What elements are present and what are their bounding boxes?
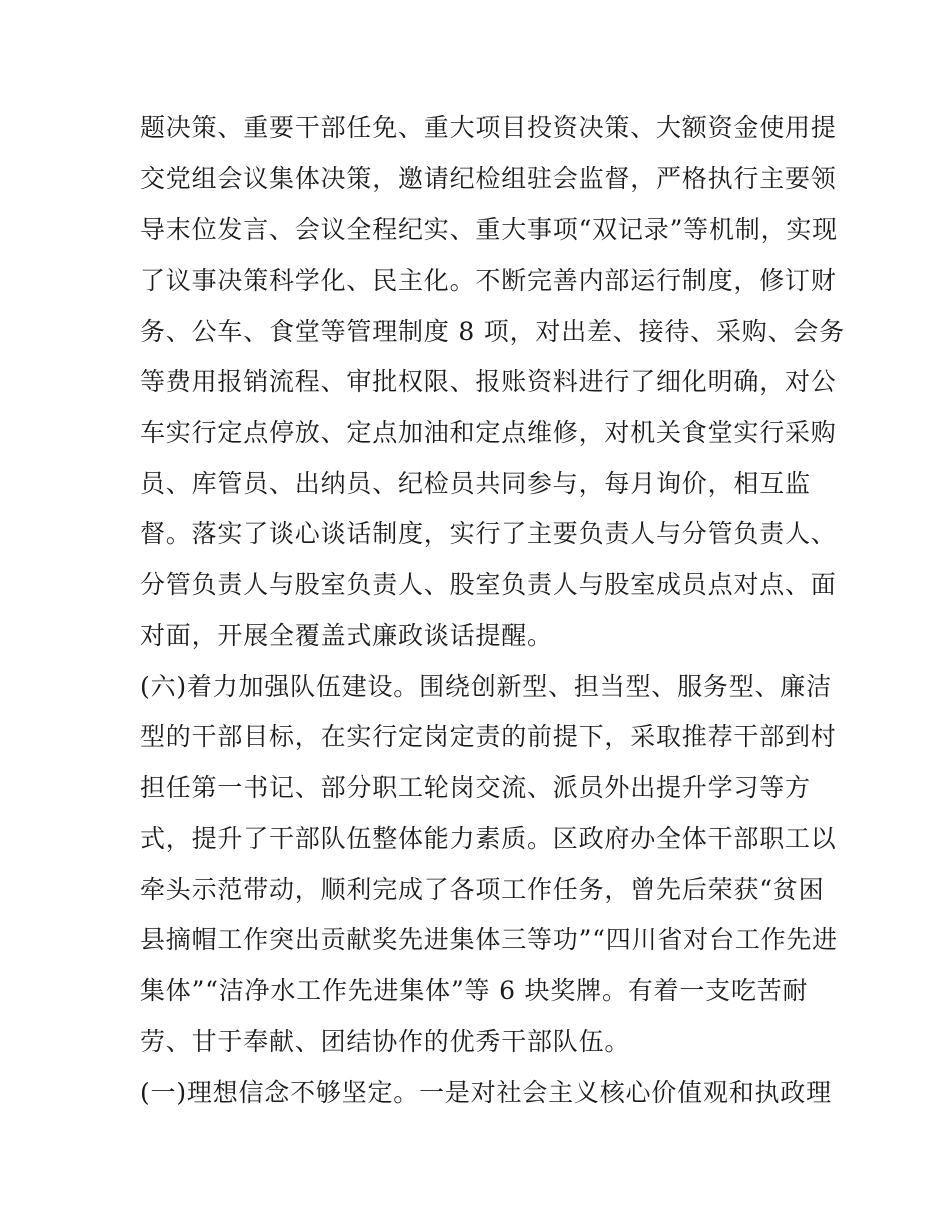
text-line: 担任第一书记、部分职工轮岗交流、派员外出提升学习等方 — [140, 773, 811, 802]
text-line: 县摘帽工作突出贡献奖先进集体三等功”“四川省对台工作先进 — [140, 925, 838, 954]
text-line: 式，提升了干部队伍整体能力素质。区政府办全体干部职工以 — [140, 824, 837, 853]
text-line: 了议事决策科学化、民主化。不断完善内部运行制度，修订财 — [140, 266, 837, 295]
text-line: 等费用报销流程、审批权限、报账资料进行了细化明确，对公 — [140, 367, 837, 396]
text-line: 集体”“洁净水工作先进集体”等 6 块奖牌。有着一支吃苦耐 — [140, 976, 809, 1005]
text-line: 对面，开展全覆盖式廉政谈话提醒。 — [140, 621, 553, 650]
text-line: 督。落实了谈心谈话制度，实行了主要负责人与分管负责人、 — [140, 519, 837, 548]
text-line: 型的干部目标，在实行定岗定责的前提下，采取推荐干部到村 — [140, 722, 837, 751]
section-heading-line: (一)理想信念不够坚定。一是对社会主义核心价值观和执政理 — [140, 1078, 832, 1107]
section-heading-line: (六)着力加强队伍建设。围绕创新型、担当型、服务型、廉洁 — [140, 672, 832, 701]
text-line: 分管负责人与股室负责人、股室负责人与股室成员点对点、面 — [140, 570, 837, 599]
text-line: 交党组会议集体决策，邀请纪检组驻会监督，严格执行主要领 — [140, 164, 837, 193]
text-line: 牵头示范带动，顺利完成了各项工作任务，曾先后荣获“贫困 — [140, 875, 825, 904]
text-line: 劳、甘于奉献、团结协作的优秀干部队伍。 — [140, 1027, 631, 1056]
text-line: 车实行定点停放、定点加油和定点维修，对机关食堂实行采购 — [140, 418, 837, 447]
text-line: 务、公车、食堂等管理制度 8 项，对出差、接待、采购、会务 — [140, 317, 846, 346]
text-line: 题决策、重要干部任免、重大项目投资决策、大额资金使用提 — [140, 113, 837, 142]
text-line: 导末位发言、会议全程纪实、重大事项“双记录”等机制，实现 — [140, 215, 838, 244]
text-line: 员、库管员、出纳员、纪检员共同参与，每月询价，相互监 — [140, 469, 811, 498]
